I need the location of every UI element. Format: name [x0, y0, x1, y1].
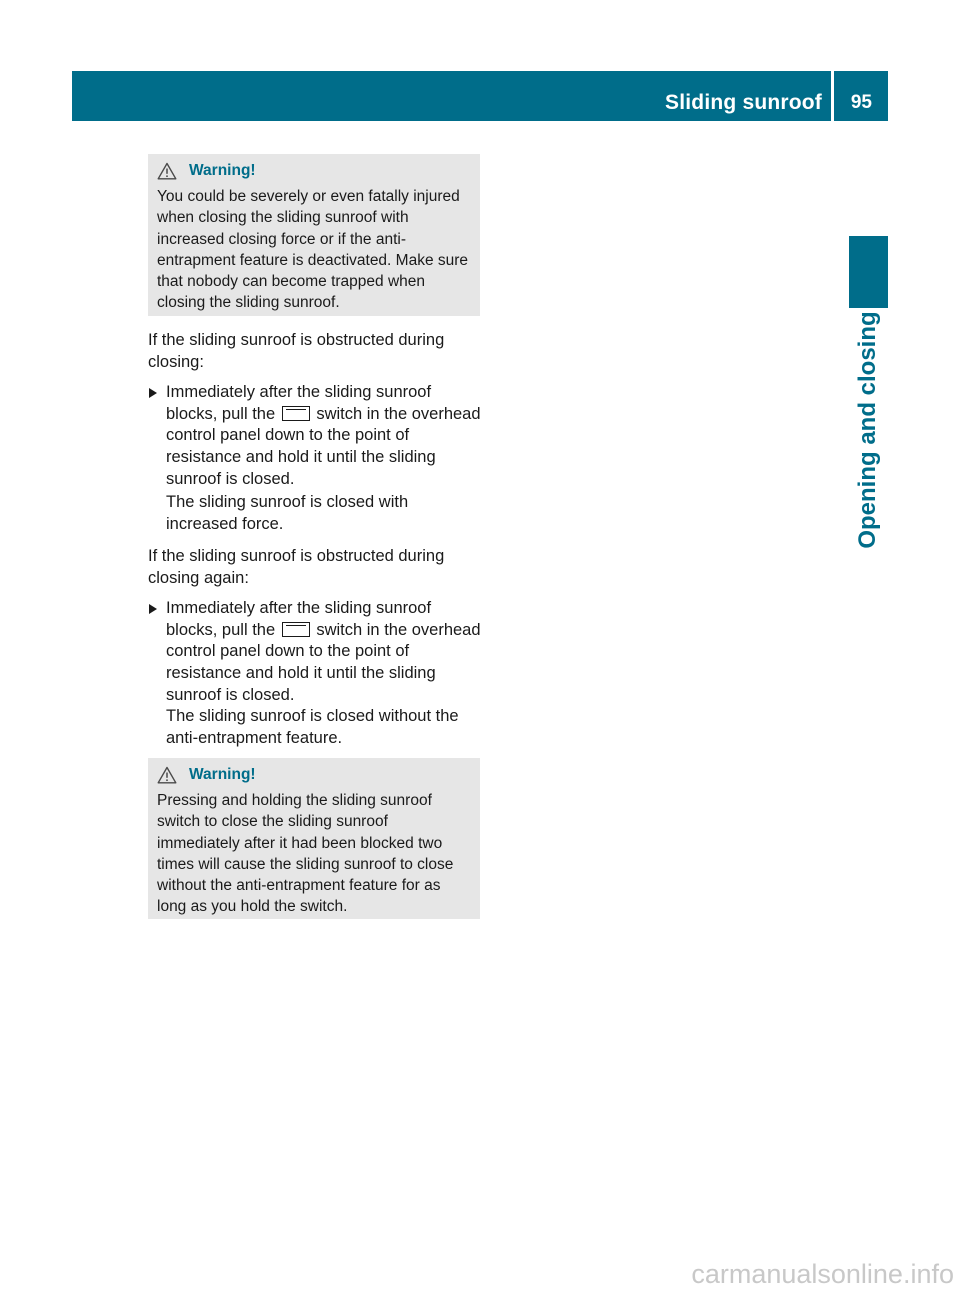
- instruction-step: [148, 598, 484, 706]
- warning-triangle-icon: [157, 766, 177, 784]
- step-text-end: switch in the overhead control panel down to the point of resistance and hold it until the sliding sunroof is closed.: [166, 404, 481, 488]
- step-arrow-icon: [149, 388, 157, 398]
- section-intro: If the sliding sunroof is obstructed during closing again:: [148, 547, 445, 587]
- warning-header: [157, 764, 472, 786]
- warning-box-2: [148, 758, 480, 919]
- warning-text: Pressing and holding the sliding sunroof switch to close the sliding sunroof immediately after it had been blocked two times will cause the sliding sunroof to close without the anti-entrapment feature for as long as you hold the switch.: [157, 792, 454, 916]
- site-watermark: carmanualsonline.info: [691, 1259, 954, 1289]
- instructions-section-1: [148, 330, 484, 544]
- step-result: The sliding sunroof is closed without the anti-entrapment feature.: [166, 707, 459, 747]
- step-text-start: Immediately after the sliding sunroof blocks, pull the: [166, 599, 432, 639]
- instruction-step: [148, 382, 484, 490]
- warning-triangle-icon: [157, 162, 177, 180]
- instructions-section-2: [148, 546, 484, 758]
- page-number: 95: [850, 92, 872, 113]
- header-divider: [831, 71, 834, 121]
- step-result: The sliding sunroof is closed with increased force.: [166, 493, 409, 533]
- page-title: Sliding sunroof: [665, 91, 822, 114]
- warning-header: [157, 160, 472, 182]
- sunroof-switch-icon: [282, 406, 310, 421]
- step-arrow-icon: [149, 604, 157, 614]
- step-text-start: Immediately after the sliding sunroof blocks, pull the: [166, 383, 432, 423]
- header-bar: [72, 71, 888, 121]
- warning-title: Warning!: [189, 766, 256, 784]
- chapter-label: Opening and closing: [854, 311, 881, 549]
- warning-text: You could be severely or even fatally injured when closing the sliding sunroof with increased closing force or if the anti-entrapment feature is deactivated. Make sure that nobody can become trapped when closing the sliding sunroof.: [157, 188, 469, 312]
- chapter-tab-marker: [849, 236, 888, 308]
- warning-box-1: [148, 154, 480, 316]
- step-text-end: switch in the overhead control panel down to the point of resistance and hold it until the sliding sunroof is closed.: [166, 620, 481, 704]
- sunroof-switch-icon: [282, 622, 310, 637]
- section-intro: If the sliding sunroof is obstructed during closing:: [148, 331, 445, 371]
- warning-title: Warning!: [189, 162, 256, 180]
